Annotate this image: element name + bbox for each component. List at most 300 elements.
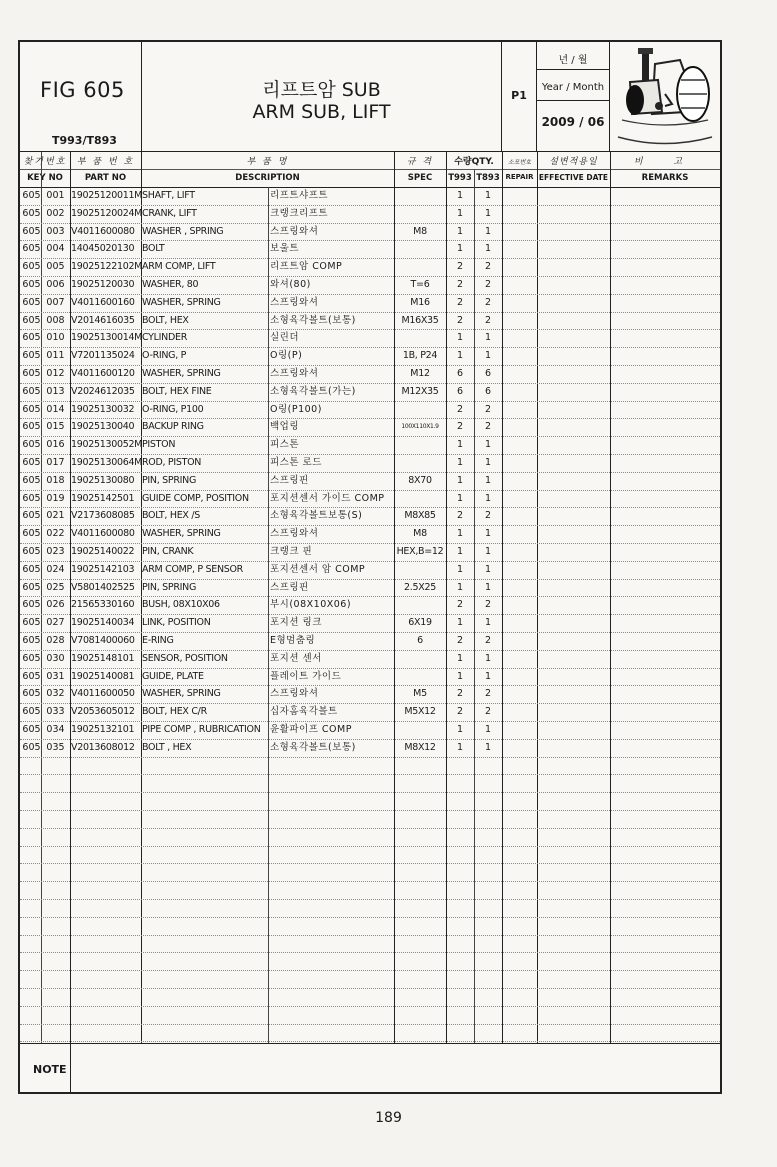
cell-part: 19025140081 [71, 670, 135, 682]
title-cell [142, 42, 502, 151]
divider [537, 100, 609, 101]
cell-part: 19025130052M [71, 439, 143, 451]
cell-q2: 2 [484, 635, 492, 646]
cell-part: 19025130080 [71, 474, 135, 486]
cell-k2: 016 [46, 439, 65, 451]
cell-spec: HEX,B=12 [396, 546, 444, 557]
note-section [20, 1043, 720, 1094]
cell-q2: 1 [484, 581, 492, 593]
cell-ko: 포지션센서 가이드 COMP [270, 492, 385, 504]
year-month-cell [537, 42, 610, 151]
cell-q2: 2 [484, 599, 492, 611]
cell-q1: 1 [456, 617, 464, 629]
empty-table-row [20, 863, 720, 882]
cell-k1: 605 [22, 332, 41, 344]
table-row [20, 240, 720, 259]
cell-q1: 1 [456, 528, 464, 540]
figure-number: FIG 605 [40, 78, 125, 102]
cell-spec: 1B, P24 [402, 350, 438, 362]
cell-ko: 플레이트 가이드 [270, 670, 342, 682]
table-row [20, 525, 720, 544]
cell-desc: BUSH, 08X10X06 [142, 599, 220, 611]
cell-desc: CYLINDER [142, 332, 187, 344]
empty-table-row [20, 846, 720, 865]
cell-desc: PIN, SPRING [142, 581, 197, 593]
cell-part: 19025148101 [71, 652, 135, 664]
cell-q1: 1 [456, 652, 464, 664]
cell-ko: O링(P100) [270, 403, 322, 415]
note-label: NOTE [33, 1063, 67, 1076]
cell-part: 19025122102M [71, 261, 143, 273]
empty-table-row [20, 917, 720, 936]
table-row [20, 312, 720, 331]
cell-k1: 605 [22, 706, 41, 718]
cell-q1: 6 [456, 385, 464, 397]
cell-part: 14045020130 [71, 243, 135, 255]
title-english: ARM SUB, LIFT [252, 101, 391, 123]
table-row [20, 187, 720, 206]
page-code: P1 [511, 89, 527, 102]
cell-ko: 부시(08X10X06) [270, 599, 352, 611]
cell-ko: O링(P) [270, 350, 303, 362]
cell-q1: 2 [456, 599, 464, 611]
cell-k1: 605 [22, 225, 41, 237]
cell-k2: 013 [46, 385, 65, 397]
cell-ko: 스프링핀 [270, 581, 309, 593]
cell-k1: 605 [22, 652, 41, 664]
empty-table-row [20, 828, 720, 847]
cell-part: 19025120030 [71, 279, 135, 290]
cell-spec: M16X35 [401, 314, 439, 326]
cell-desc: BOLT, HEX FINE [142, 385, 212, 397]
cell-part: V2024612035 [71, 385, 135, 397]
table-row [20, 685, 720, 704]
cell-k1: 605 [22, 741, 41, 753]
cell-k2: 006 [46, 279, 65, 290]
empty-table-row [20, 899, 720, 918]
cell-ko: 스프링와셔 [270, 368, 319, 379]
cell-q1: 6 [456, 368, 464, 379]
cell-q2: 2 [484, 314, 492, 326]
cell-q1: 1 [456, 741, 464, 753]
cell-q2: 2 [484, 279, 492, 290]
cell-part: 19025120024M [71, 207, 143, 219]
cell-part: 19025120011M [71, 190, 143, 201]
title-korean: 리프트암 SUB [262, 79, 381, 101]
cell-k1: 605 [22, 314, 41, 326]
cell-ko: 리프트암 COMP [270, 261, 343, 273]
cell-desc: PIPE COMP , RUBRICATION [142, 724, 261, 735]
cell-spec: M16 [410, 296, 430, 308]
cell-k1: 605 [22, 492, 41, 504]
cell-desc: BOLT [142, 243, 165, 255]
cell-part: V5801402525 [71, 581, 135, 593]
cell-k1: 605 [22, 279, 41, 290]
cell-k1: 605 [22, 617, 41, 629]
cell-q1: 2 [456, 688, 464, 700]
cell-q2: 1 [484, 190, 492, 201]
col-qty: 수량QTY. [454, 157, 494, 167]
cell-desc: WASHER , SPRING [142, 225, 224, 237]
cell-q2: 1 [484, 563, 492, 575]
col-key-korean: 찾기번호 [23, 157, 67, 167]
cell-k1: 605 [22, 670, 41, 682]
table-row [20, 543, 720, 562]
cell-k1: 605 [22, 581, 41, 593]
cell-q1: 2 [456, 635, 464, 646]
cell-q2: 1 [484, 439, 492, 451]
table-row [20, 347, 720, 366]
table-row [20, 614, 720, 633]
cell-spec: M8 [413, 528, 427, 540]
cell-k1: 605 [22, 350, 41, 362]
cell-k1: 605 [22, 243, 41, 255]
cell-k1: 605 [22, 528, 41, 540]
cell-ko: 스프링와셔 [270, 225, 319, 237]
cell-q1: 2 [456, 510, 464, 522]
cell-k2: 031 [46, 670, 65, 682]
col-part-no: PART NO [84, 173, 127, 183]
cell-k2: 026 [46, 599, 65, 611]
cell-q2: 1 [484, 724, 492, 735]
cell-desc: BOLT, HEX [142, 314, 189, 326]
table-row [20, 632, 720, 651]
table-row [20, 418, 720, 437]
cell-k2: 002 [46, 207, 65, 219]
cell-part: 19025142501 [71, 492, 135, 504]
cell-k2: 015 [46, 421, 65, 433]
cell-spec: 6 [417, 635, 423, 646]
cell-ko: 크랭크 핀 [270, 546, 313, 557]
cell-q1: 1 [456, 492, 464, 504]
col-spec: SPEC [407, 173, 433, 183]
cell-ko: 와셔(80) [270, 279, 311, 290]
cell-spec: M5X12 [404, 706, 436, 718]
cell-desc: ROD, PISTON [142, 457, 202, 468]
cell-q1: 1 [456, 474, 464, 486]
cell-q1: 1 [456, 190, 464, 201]
table-row [20, 721, 720, 740]
cell-q2: 1 [484, 207, 492, 219]
cell-q1: 1 [456, 670, 464, 682]
cell-ko: 스프링와셔 [270, 296, 319, 308]
cell-spec: 6X19 [408, 617, 432, 629]
table-row [20, 365, 720, 384]
cell-k2: 019 [46, 492, 65, 504]
cell-k2: 033 [46, 706, 65, 718]
table-row [20, 596, 720, 615]
cell-k2: 025 [46, 581, 65, 593]
cell-desc: BOLT , HEX [142, 741, 192, 753]
cell-q2: 2 [484, 510, 492, 522]
table-row [20, 383, 720, 402]
cell-q1: 2 [456, 706, 464, 718]
cell-k2: 035 [46, 741, 65, 753]
cell-ko: 백업링 [270, 421, 300, 433]
col-qty-t893: T893 [476, 173, 500, 183]
cell-q2: 6 [484, 368, 492, 379]
cell-q1: 2 [456, 314, 464, 326]
cell-desc: O-RING, P100 [142, 403, 204, 415]
cell-q1: 2 [456, 261, 464, 273]
cell-k1: 605 [22, 439, 41, 451]
cell-k2: 014 [46, 403, 65, 415]
cell-k1: 605 [22, 296, 41, 308]
table-row [20, 205, 720, 224]
cell-part: 19025140034 [71, 617, 135, 629]
cell-k1: 605 [22, 688, 41, 700]
cell-ko: 소형육각볼트(보통) [270, 314, 356, 326]
cell-k2: 017 [46, 457, 65, 468]
cell-k1: 605 [22, 724, 41, 735]
cell-part: V4011600160 [71, 296, 135, 308]
cell-q2: 1 [484, 457, 492, 468]
cell-k1: 605 [22, 261, 41, 273]
cell-desc: BACKUP RING [142, 421, 204, 433]
empty-table-row [20, 774, 720, 793]
grid-line [70, 1044, 71, 1094]
sheet-header [20, 42, 720, 152]
cell-part: 19025130040 [71, 421, 135, 433]
cell-k2: 012 [46, 368, 65, 379]
cell-k2: 028 [46, 635, 65, 646]
cell-ko: 윤활파이프 COMP [270, 724, 352, 735]
cell-spec: M8 [413, 225, 427, 237]
empty-table-row [20, 792, 720, 811]
cell-ko: 소형육각볼트(가는) [270, 385, 356, 397]
col-qty-t993: T993 [448, 173, 472, 183]
empty-table-row [20, 757, 720, 776]
cell-spec: 8X70 [408, 474, 432, 486]
cell-spec: 2.5X25 [404, 581, 436, 593]
cell-q2: 2 [484, 706, 492, 718]
cell-q2: 1 [484, 492, 492, 504]
cell-desc: WASHER, SPRING [142, 528, 221, 540]
cell-ko: 소형육각볼트보통(S) [270, 510, 363, 522]
cell-spec: M12 [410, 368, 430, 379]
cell-k2: 027 [46, 617, 65, 629]
cell-q2: 2 [484, 421, 492, 433]
cell-q1: 1 [456, 350, 464, 362]
cell-desc: WASHER, SPRING [142, 688, 221, 700]
cell-part: 21565330160 [71, 599, 135, 611]
cell-part: V4011600120 [71, 368, 135, 379]
cell-k1: 605 [22, 457, 41, 468]
cell-q2: 1 [484, 350, 492, 362]
cell-part: V2013608012 [71, 741, 135, 753]
fig-cell [20, 42, 142, 151]
table-row [20, 507, 720, 526]
cell-q1: 1 [456, 225, 464, 237]
cell-k1: 605 [22, 207, 41, 219]
cell-k2: 030 [46, 652, 65, 664]
cell-part: V2173608085 [71, 510, 135, 522]
cell-ko: 실린더 [270, 332, 300, 344]
cell-k2: 022 [46, 528, 65, 540]
model-codes: T993/T893 [52, 134, 117, 147]
cell-q1: 1 [456, 243, 464, 255]
cell-ko: E형멈춤링 [270, 635, 316, 646]
cell-desc: ARM COMP, P SENSOR [142, 563, 243, 575]
cell-k1: 605 [22, 599, 41, 611]
cell-ko: 스프링핀 [270, 474, 309, 486]
table-row [20, 454, 720, 473]
table-row [20, 472, 720, 491]
col-remarks: REMARKS [641, 173, 689, 183]
cell-k1: 605 [22, 563, 41, 575]
cell-spec: M8X12 [404, 741, 436, 753]
cell-q1: 1 [456, 563, 464, 575]
col-repair: REPAIR [505, 173, 534, 181]
cell-q2: 1 [484, 243, 492, 255]
cell-q2: 1 [484, 474, 492, 486]
cell-ko: 보울트 [270, 243, 300, 255]
cell-desc: BOLT, HEX /S [142, 510, 200, 522]
cell-k2: 024 [46, 563, 65, 575]
empty-table-row [20, 881, 720, 900]
table-row [20, 739, 720, 758]
cell-k2: 007 [46, 296, 65, 308]
cell-q2: 1 [484, 332, 492, 344]
cell-part: 19025140022 [71, 546, 135, 557]
cell-q2: 6 [484, 385, 492, 397]
cell-q2: 1 [484, 617, 492, 629]
cell-q2: 1 [484, 528, 492, 540]
cell-k1: 605 [22, 474, 41, 486]
table-row [20, 650, 720, 669]
table-row [20, 276, 720, 295]
cell-part: V4011600050 [71, 688, 135, 700]
cell-part: V7201135024 [71, 350, 135, 362]
cell-k2: 003 [46, 225, 65, 237]
cell-q2: 1 [484, 652, 492, 664]
cell-q2: 2 [484, 296, 492, 308]
cell-desc: PIN, CRANK [142, 546, 194, 557]
cell-k2: 008 [46, 314, 65, 326]
cell-desc: O-RING, P [142, 350, 187, 362]
cell-spec: 100X110X1.9 [401, 423, 439, 431]
cell-q1: 1 [456, 457, 464, 468]
col-repair-korean: 소모번호 [507, 159, 532, 166]
col-effective-korean: 설변적용일 [549, 157, 598, 167]
col-key-no: KEY NO [27, 173, 63, 183]
col-desc-korean: 부 품 명 [246, 157, 289, 167]
cell-ko: 소형육각볼트(보통) [270, 741, 356, 753]
empty-table-row [20, 988, 720, 1007]
cell-desc: ARM COMP, LIFT [142, 261, 216, 273]
cell-k2: 018 [46, 474, 65, 486]
cell-k1: 605 [22, 421, 41, 433]
cell-k2: 034 [46, 724, 65, 735]
cell-q1: 2 [456, 421, 464, 433]
cell-q1: 1 [456, 439, 464, 451]
col-description: DESCRIPTION [235, 173, 300, 183]
col-remarks-korean: 비 고 [633, 157, 697, 167]
cell-part: V2053605012 [71, 706, 135, 718]
cell-q2: 2 [484, 261, 492, 273]
cell-part: 19025132101 [71, 724, 135, 735]
table-row [20, 294, 720, 313]
cell-spec: M5 [413, 688, 427, 700]
cell-k1: 605 [22, 546, 41, 557]
table-row [20, 223, 720, 242]
cell-k1: 605 [22, 510, 41, 522]
cell-ko: 크랭크리프트 [270, 207, 329, 219]
cell-q1: 2 [456, 279, 464, 290]
cell-ko: 스프링와셔 [270, 688, 319, 700]
cell-q2: 1 [484, 225, 492, 237]
cell-k2: 001 [46, 190, 65, 201]
cell-k1: 605 [22, 385, 41, 397]
divider [20, 169, 720, 170]
cell-k2: 032 [46, 688, 65, 700]
tractor-icon [610, 42, 720, 151]
empty-table-row [20, 952, 720, 971]
cell-part: V7081400060 [71, 635, 135, 646]
cell-desc: GUIDE COMP, POSITION [142, 492, 249, 504]
table-row [20, 668, 720, 687]
cell-part: 19025130032 [71, 403, 135, 415]
cell-q1: 2 [456, 296, 464, 308]
cell-desc: GUIDE, PLATE [142, 670, 204, 682]
year-month-value: 2009 / 06 [541, 115, 605, 129]
cell-desc: BOLT, HEX C/R [142, 706, 207, 718]
cell-part: 19025130014M [71, 332, 143, 344]
table-row [20, 329, 720, 348]
cell-spec: T=6 [410, 279, 430, 290]
cell-ko: 포지션 센서 [270, 652, 322, 664]
cell-desc: PIN, SPRING [142, 474, 197, 486]
empty-table-row [20, 1024, 720, 1043]
cell-part: 19025130064M [71, 457, 143, 468]
cell-desc: WASHER, 80 [142, 279, 199, 290]
cell-k1: 605 [22, 635, 41, 646]
cell-part: 19025142103 [71, 563, 135, 575]
cell-q2: 2 [484, 688, 492, 700]
table-row [20, 490, 720, 509]
cell-ko: 피스톤 [270, 439, 300, 451]
page-number: 189 [375, 1110, 402, 1126]
cell-q1: 1 [456, 332, 464, 344]
cell-ko: 십자홈육각볼트 [270, 706, 338, 718]
cell-part: V4011600080 [71, 528, 135, 540]
cell-ko: 리프트샤프트 [270, 190, 329, 201]
cell-k2: 004 [46, 243, 65, 255]
empty-table-row [20, 935, 720, 954]
cell-q1: 1 [456, 581, 464, 593]
col-part-korean: 부 품 번 호 [76, 157, 135, 167]
col-spec-korean: 규 격 [406, 157, 434, 167]
cell-q1: 2 [456, 403, 464, 415]
year-month-label-english: Year / Month [541, 82, 605, 93]
empty-table-row [20, 970, 720, 989]
cell-k1: 605 [22, 368, 41, 379]
cell-q1: 1 [456, 724, 464, 735]
empty-table-row [20, 1006, 720, 1025]
cell-desc: SHAFT, LIFT [142, 190, 195, 201]
cell-q2: 1 [484, 546, 492, 557]
cell-desc: SENSOR, POSITION [142, 652, 228, 664]
cell-k2: 010 [46, 332, 65, 344]
divider [537, 69, 609, 70]
table-row [20, 579, 720, 598]
cell-desc: WASHER, SPRING [142, 368, 221, 379]
cell-desc: PISTON [142, 439, 176, 451]
cell-q2: 1 [484, 670, 492, 682]
cell-spec: M8X85 [404, 510, 436, 522]
cell-part: V4011600080 [71, 225, 135, 237]
column-header-row [20, 152, 720, 188]
